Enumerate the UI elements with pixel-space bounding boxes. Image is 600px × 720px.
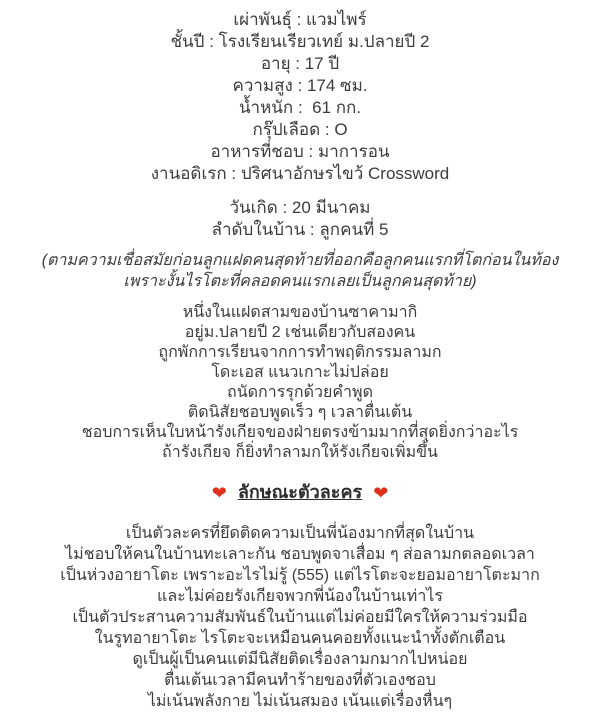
profile-height: ความสูง : 174 ซม. (232, 76, 368, 95)
profile-favorite-food: อาหารที่ชอบ : มาการอน (210, 142, 390, 161)
trait-line: ไม่เน้นพลังกาย ไม่เน้นสมอง เน้นแต่เรื่องหื่นๆ (147, 693, 453, 710)
profile-age: อายุ : 17 ปี (260, 54, 340, 73)
trait-line: เป็นตัวละครที่ยึดติดความเป็นพี่น้องมากที่สุดในบ้าน (125, 525, 475, 542)
background-line: อยู่ม.ปลายปี 2 เช่นเดียวกับสองคน (184, 324, 416, 341)
background-line: ถ้ารังเกียจ ก็ยิ่งทำลามกให้รังเกียจเพิ่มขึ้น (162, 444, 438, 461)
trait-line: ดูเป็นผู้เป็นคนแต่มีนิสัยติดเรื่องลามกมากไปหน่อย (132, 651, 468, 668)
heart-icon: ❤ (373, 483, 389, 503)
background-line: ถูกพักการเรียนจากการทำพฤติกรรมลามก (158, 344, 442, 361)
birth-order-line: ลำดับในบ้าน : ลูกคนที่ 5 (211, 220, 389, 239)
belief-note-section (0, 250, 600, 292)
profile-school-year: ชั้นปี : โรงเรียนเรียวเทย์ ม.ปลายปี 2 (170, 32, 430, 51)
trait-line: ไม่ชอบให้คนในบ้านทะเลาะกัน ชอบพูดจาเสื่อม ๆ ส่อลามกตลอดเวลา (65, 546, 535, 563)
background-line: ถนัดการรุกด้วยคำพูด (227, 384, 373, 401)
background-line: ติดนิสัยชอบพูดเร็ว ๆ เวลาตื่นเต้น (187, 404, 413, 421)
note-line: เพราะงั้นไรโตะที่คลอดคนแรกเลยเป็นลูกคนสุดท้าย) (123, 273, 477, 290)
profile-weight: น้ำหนัก : 61 กก. (238, 98, 362, 117)
character-traits-section (0, 523, 600, 712)
profile-section (0, 0, 600, 185)
heart-icon: ❤ (211, 483, 227, 503)
trait-line: และไม่ค่อยรังเกียจพวกพี่น้องในบ้านเท่าไร (157, 588, 443, 605)
section-heading-title: ลักษณะตัวละคร (237, 482, 363, 502)
trait-line: เป็นห่วงอายาโตะ เพราะอะไรไม่รู้ (555) แต่ไรโตะจะยอมอายาโตะมาก (60, 567, 540, 584)
birth-section (0, 197, 600, 241)
background-info-section (0, 303, 600, 463)
section-heading (0, 481, 600, 504)
note-line: (ตามความเชื่อสมัยก่อนลูกแฝดคนสุดท้ายที่ออกคือลูกคนแรกที่โตก่อนในท้อง (41, 252, 559, 269)
trait-line: ในรูทอายาโตะ ไรโตะจะเหมือนคนคอยทั้งแนะนำทั้งตักเตือน (94, 630, 506, 647)
trait-line: เป็นตัวประสานความสัมพันธ์ในบ้านแต่ไม่ค่อยมีใครให้ความร่วมมือ (72, 609, 528, 626)
background-line: โดะเอส แนวเกาะไม่ปล่อย (211, 364, 389, 381)
birthday-line: วันเกิด : 20 มีนาคม (229, 198, 371, 217)
background-line: หนึ่งในแฝดสามของบ้านซาคามากิ (182, 304, 418, 321)
trait-line: ตื่นเต้นเวลามีคนทำร้ายของที่ตัวเองชอบ (164, 672, 436, 689)
profile-blood-type: กรุ๊ปเลือด : O (252, 120, 348, 139)
profile-species: เผ่าพันธุ์ : แวมไพร์ (233, 10, 367, 29)
background-line: ชอบการเห็นใบหน้ารังเกียจของฝ่ายตรงข้ามมากที่สุดยิ่งกว่าอะไร (81, 424, 519, 441)
profile-hobby: งานอดิเรก : ปริศนาอักษรไขว้ Crossword (150, 164, 450, 183)
